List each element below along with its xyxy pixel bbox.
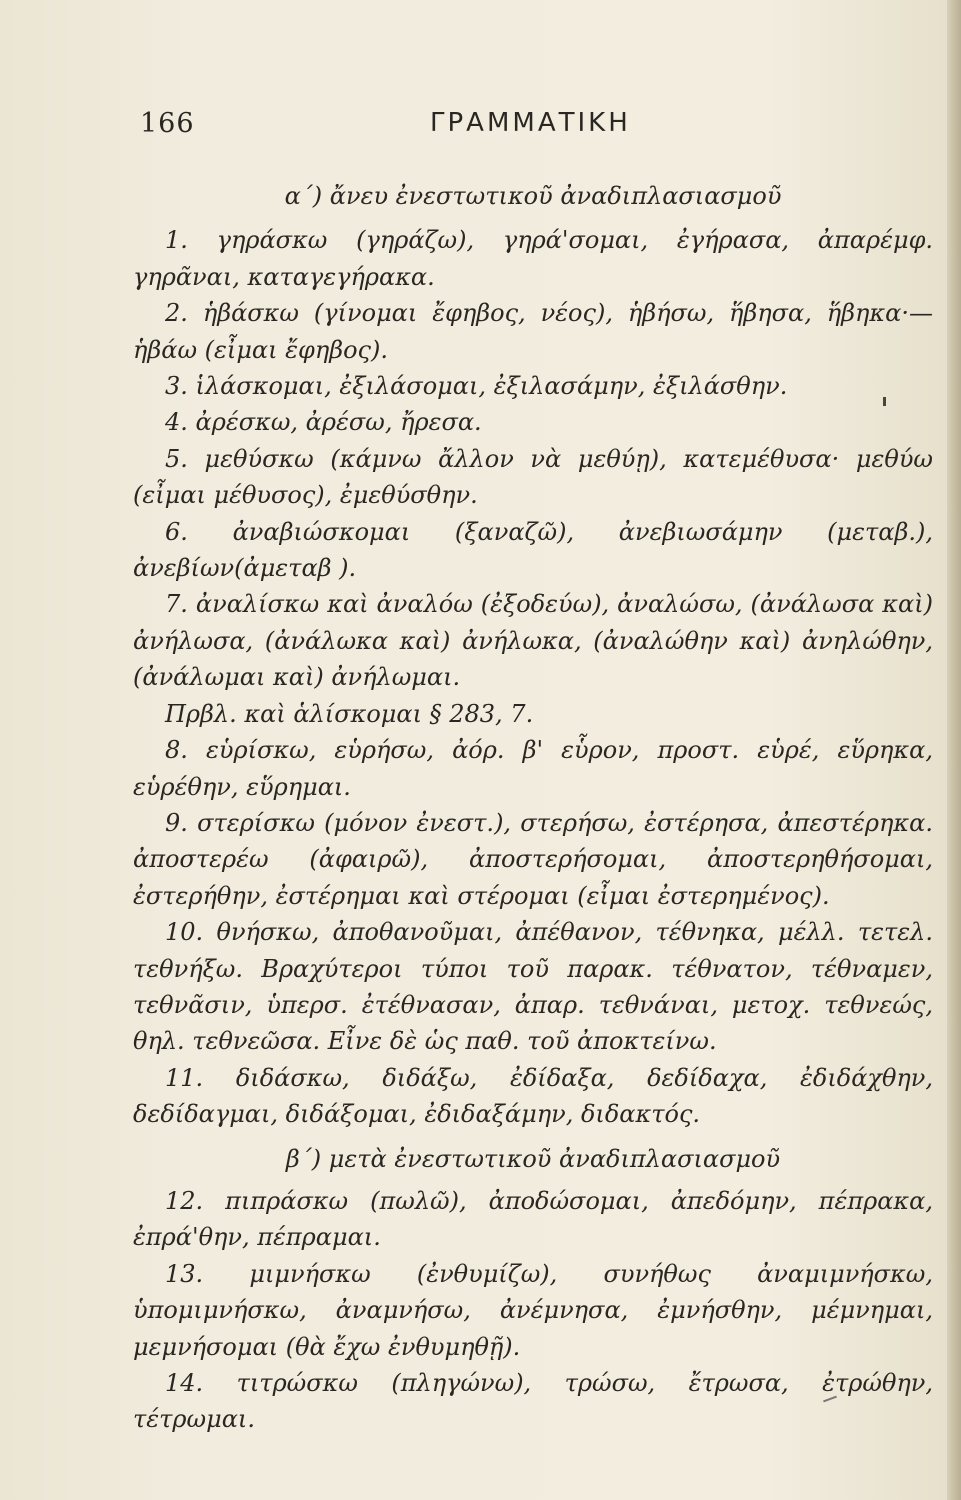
entry-8: 8. εὑρίσκω, εὑρήσω, ἀόρ. β' εὗρον, προστ. εὑρέ, εὕρηκα, εὑρέθην, εὕρημαι. <box>133 736 933 801</box>
entry-13: 13. μιμνήσκω (ἐνθυμίζω), συνήθως ἀναμιμνήσκω, ὑπομιμνήσκω, ἀναμνήσω, ἀνέμνησα, ἐμνήσθην, μέμνημαι, μεμνήσομαι (θὰ ἔχω ἐνθυμηθῇ). <box>133 1259 933 1361</box>
entry-4: 4. ἀρέσκω, ἀρέσω, ἤρεσα. <box>165 408 482 437</box>
entry-12: 12. πιπράσκω (πωλῶ), ἀποδώσομαι, ἀπεδόμην, πέπρακα, ἐπρά'θην, πέπραμαι. <box>133 1186 933 1252</box>
entry-9: 9. στερίσκω (μόνον ἐνεστ.), στερήσω, ἐστέρησα, ἀπεστέρηκα. ἀποστερέω (ἀφαιρῶ), ἀποστερήσομαι, ἀποστερηθήσομαι, ἐστερήθην, ἐστέρημαι καὶ στέρομαι (εἶμαι ἐστερημένος). <box>133 808 933 910</box>
entry-7-cross-reference: Πρβλ. καὶ ἁλίσκομαι § 283, 7. <box>165 699 534 728</box>
entry-11: 11. διδάσκω, διδάξω, ἐδίδαξα, δεδίδαχα, ἐδιδάχθην, δεδίδαγμαι, διδάξομαι, ἐδιδαξάμην, διδακτός. <box>133 1063 933 1129</box>
entry-14: 14. τιτρώσκω (πληγώνω), τρώσω, ἔτρωσα, ἐτρώθην, τέτρωμαι. <box>133 1369 933 1434</box>
page-number: 166 <box>140 108 195 139</box>
page-edge <box>947 0 961 1500</box>
entry-6: 6. ἀναβιώσκομαι (ξαναζῶ), ἀνεβιωσάμην (μεταβ.), ἀνεβίων(ἀμεταβ ). <box>133 517 933 583</box>
entry-10: 10. θνήσκω, ἀποθανοῦμαι, ἀπέθανον, τέθνηκα, μέλλ. τετελ. τεθνήξω. Βραχύτεροι τύποι τοῦ παρακ. τέθνατον, τέθναμεν, τεθνᾶσιν, ὑπερσ. ἐτέθνασαν, ἀπαρ. τεθνάναι, μετοχ. τεθνεώς, θηλ. τεθνεῶσα. Εἶνε δὲ ὡς παθ. τοῦ ἀποκτείνω. <box>133 918 933 1056</box>
entry-3: 3. ἱλάσκομαι, ἐξιλάσομαι, ἐξιλασάμην, ἐξιλάσθην. <box>165 372 788 401</box>
entry-2: 2. ἡβάσκω (γίνομαι ἔφηβος, νέος), ἡβήσω, ἥβησα, ἥβηκα·—ἡβάω (εἶμαι ἔφηβος). <box>133 299 933 364</box>
section-heading-b: β΄) μετὰ ἐνεστωτικοῦ ἀναδιπλασιασμοῦ <box>285 1144 781 1173</box>
running-title: ΓΡΑΜΜΑΤΙΚΗ <box>430 108 631 138</box>
main-text <box>133 178 933 1438</box>
page-header <box>130 108 921 148</box>
entry-5: 5. μεθύσκω (κάμνω ἄλλον νὰ μεθύῃ), κατεμέθυσα· μεθύω (εἶμαι μέθυσος), ἐμεθύσθην. <box>133 444 933 510</box>
ink-mark <box>883 397 886 406</box>
section-heading-a: α΄) ἄνευ ἐνεστωτικοῦ ἀναδιπλασιασμοῦ <box>284 182 782 210</box>
entry-7: 7. ἀναλίσκω καὶ ἀναλόω (ἐξοδεύω), ἀναλώσω, (ἀνάλωσα καὶ) ἀνήλωσα, (ἀνάλωκα καὶ) ἀνήλωκα, (ἀναλώθην καὶ) ἀνηλώθην, (ἀνάλωμαι καὶ) ἀνήλωμαι. <box>133 590 933 692</box>
entry-1: 1. γηράσκω (γηράζω), γηρά'σομαι, ἐγήρασα, ἀπαρέμφ. γηρᾶναι, καταγεγήρακα. <box>133 226 933 291</box>
